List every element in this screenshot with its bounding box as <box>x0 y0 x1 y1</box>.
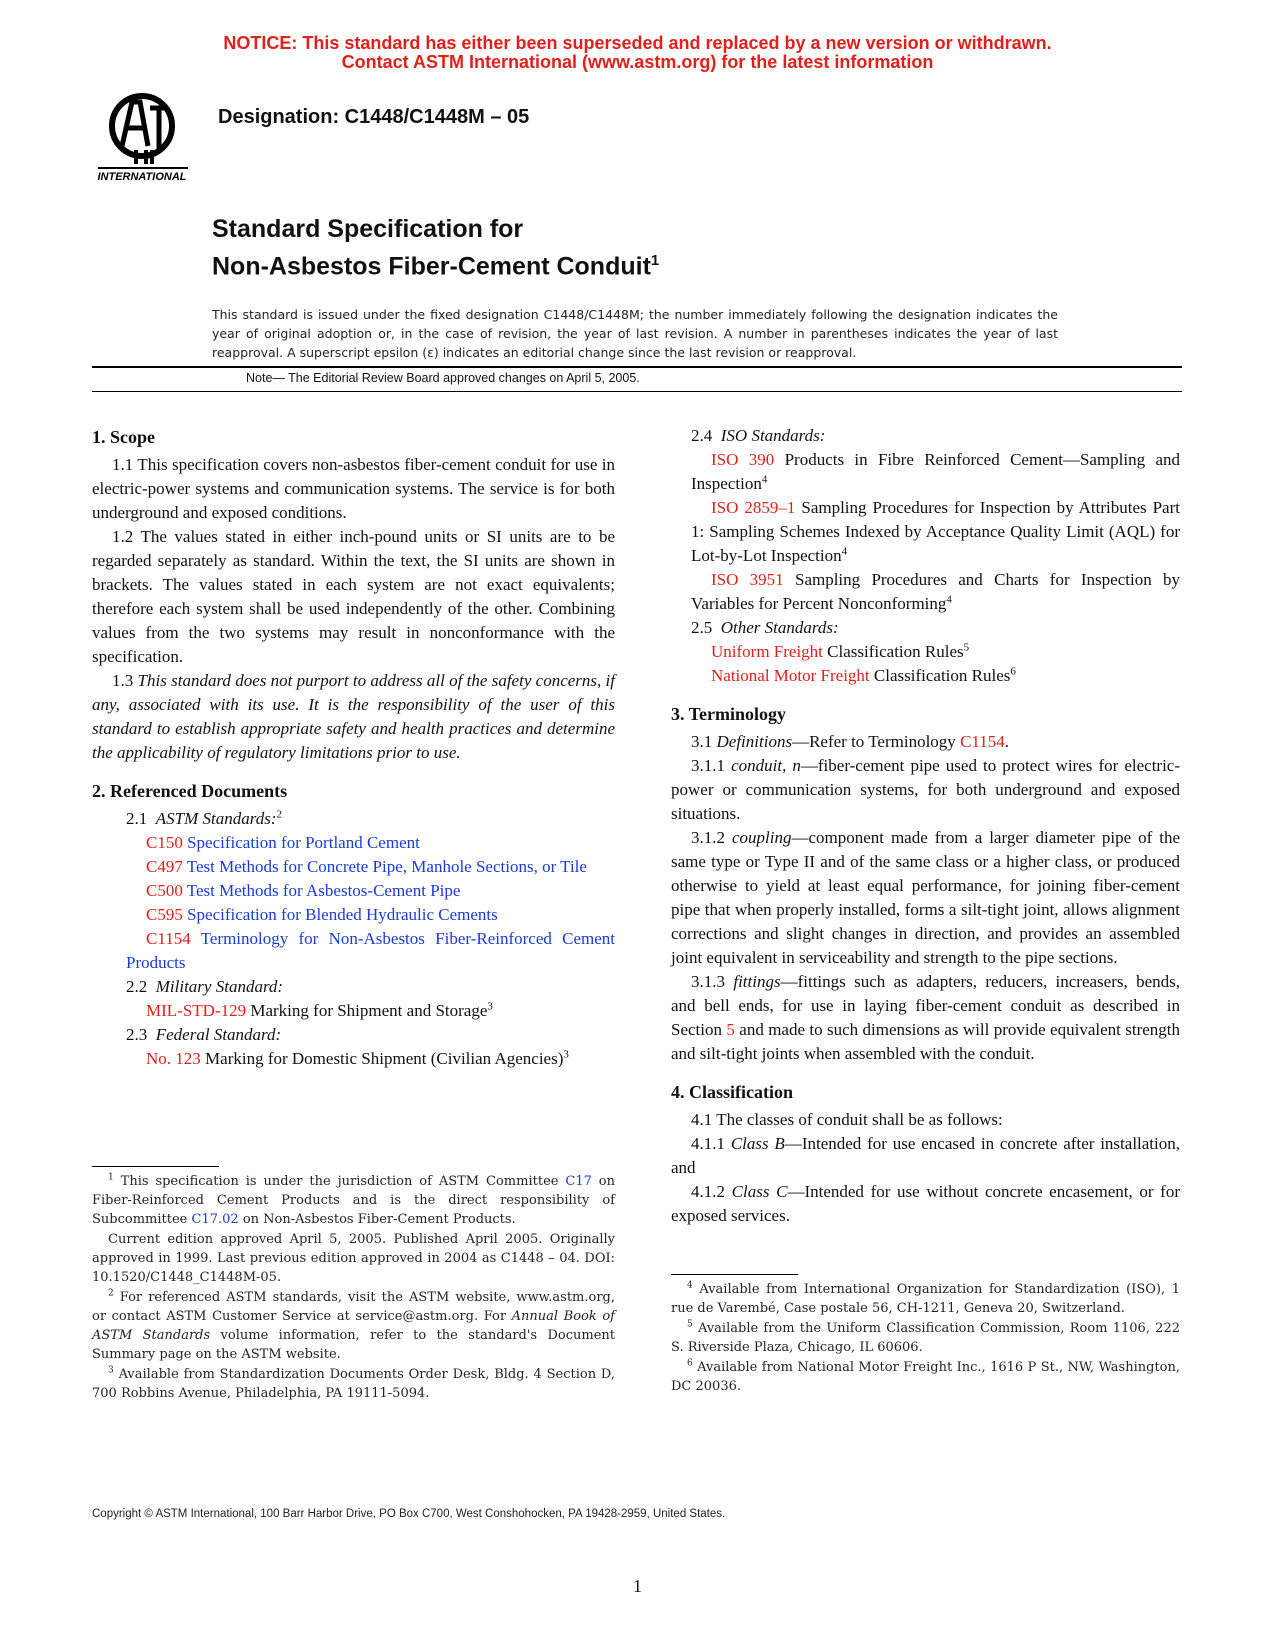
title-line-2: Non-Asbestos Fiber-Cement Conduit$^1$ <box>212 252 660 281</box>
footnote-1-edition: Current edition approved April 5, 2005. Published April 2005. Originally approved in 1999. Last previous edition approved in 2004 as C1448 – 04. DOI: 10.1520/C1448_C1448M-05. <box>92 1232 615 1285</box>
ref-footnote-ref[interactable]: 4 <box>946 593 952 606</box>
ref-item <box>671 640 1180 664</box>
logo-label: INTERNATIONAL <box>97 171 187 183</box>
right-column <box>671 424 1180 1228</box>
footnote-1: $^1$ This specification is under the jurisdiction of ASTM Committee C17 on Fiber-Reinforced Cement Products and is the direct responsibility of Subcommittee C17.02 on Non-Asbestos Fiber-Cement Products. <box>92 1172 615 1227</box>
withdrawal-notice <box>0 34 1275 72</box>
astm-logo <box>92 88 196 184</box>
scope-1-1: 1.1 This specification covers non-asbestos fiber-cement conduit for use in electric-power systems and communication systems. The service is for both underground and exposed conditions. <box>92 455 615 522</box>
footnotes-left <box>92 1172 615 1404</box>
other-standards-list <box>671 640 1180 688</box>
ref-item <box>92 879 615 903</box>
document-title <box>212 214 659 282</box>
ref-footnote-ref[interactable]: 4 <box>841 545 848 558</box>
term-3-1-2: 3.1.2 coupling—component made from a larger diameter pipe of the same type or Type II and of the same class or a higher class, or produced otherwise to yield at least equal performance, for joining fiber-cement pipe that when properly installed, forms a silt-tight joint, allows alignment corrections and slight changes in direction, and provides an assembled joint equivalent in serviceability and strength to the pipe sections. <box>671 828 1181 967</box>
header-rule-bottom <box>92 391 1182 392</box>
section-heading-referenced-documents: 2. Referenced Documents <box>92 781 288 801</box>
copyright-line: Copyright © ASTM International, 100 Barr Harbor Drive, PO Box C700, West Conshohocken, PA 19428-2959, United States. <box>92 1508 726 1520</box>
ref-item-fed: No. 123 Marking for Domestic Shipment (Civilian Agencies)$^3$ <box>146 1048 569 1068</box>
ref-2-3: 2.3 Federal Standard: <box>126 1025 282 1044</box>
ref-footnote-ref[interactable]: 6 <box>1010 665 1016 678</box>
ref-item-mil: MIL-STD-129 Marking for Shipment and Storage$^3$ <box>146 1000 493 1020</box>
left-column <box>92 425 615 1071</box>
ref-link-mil[interactable]: MIL-STD-129 <box>146 1001 247 1020</box>
issue-statement: This standard is issued under the fixed designation C1448/C1448M; the number immediately following the designation indicates the year of original adoption or, in the case of revision, the year of last revision. A number in parentheses indicates the year of last reapproval. A superscript epsilon (ε) indicates an editorial change since the last revision or reapproval. <box>212 307 1058 360</box>
ref-item <box>92 831 615 855</box>
footnote-3: $^3$ Available from Standardization Documents Order Desk, Bldg. 4 Section D, 700 Robbins Avenue, Philadelphia, PA 19111-5094. <box>92 1365 615 1401</box>
section-heading-classification: 4. Classification <box>671 1082 794 1102</box>
iso-standards-list <box>671 448 1180 616</box>
ref-link[interactable]: C1154 <box>146 929 191 948</box>
header-rule-top <box>92 366 1182 368</box>
ref-title: Classification Rules <box>827 642 964 661</box>
ref-title: Terminology for Non-Asbestos Fiber-Reinforced Cement Products <box>126 929 615 972</box>
ref-title: Sampling Procedures for Inspection by Attributes Part 1: Sampling Schemes Indexed by Acceptance Quality Limit (AQL) for Lot-by-Lot Inspection <box>691 498 1180 565</box>
ref-link[interactable]: Uniform Freight <box>711 642 823 661</box>
class-4-1: 4.1 The classes of conduit shall be as follows: <box>691 1110 1003 1129</box>
ref-2-5: 2.5 Other Standards: <box>691 618 839 637</box>
title-footnote-ref[interactable]: 1 <box>650 252 660 269</box>
scope-1-3: 1.3 This standard does not purport to address all of the safety concerns, if any, associated with its use. It is the responsibility of the user of this standard to establish appropriate safety and health practices and determine the applicability of regulatory limitations prior to use. <box>92 671 615 762</box>
ref-item <box>671 568 1180 616</box>
notice-line-1: NOTICE: This standard has either been superseded and replaced by a new version or withdrawn. <box>223 33 1052 53</box>
footnote-link-c1702[interactable]: C17.02 <box>191 1212 239 1227</box>
footnote-rule-right <box>671 1274 798 1275</box>
section-heading-scope: 1. Scope <box>92 427 155 447</box>
section-heading-terminology: 3. Terminology <box>671 704 787 724</box>
ref-2-4: 2.4 ISO Standards: <box>691 426 826 445</box>
ref-title: Sampling Procedures and Charts for Inspection by Variables for Percent Nonconforming <box>691 570 1180 613</box>
ref-item <box>92 855 615 879</box>
scope-1-2: 1.2 The values stated in either inch-pound units or SI units are to be regarded separately as standard. Within the text, the SI units are shown in brackets. The values stated in each system are not exact equivalents; therefore each system shall be used independently of the other. Combining values from the two systems may result in nonconformance with the specification. <box>92 527 615 666</box>
term-3-1-3: 3.1.3 fittings—fittings such as adapters, reducers, increasers, bends, and bell ends, for use in laying fiber-cement conduit as described in Section 5 and made to such dimensions as will provide equivalent strength and silt-tight joints when assembled with the conduit. <box>671 972 1181 1063</box>
footnote-4: $^4$ Available from International Organization for Standardization (ISO), 1 rue de Varembé, Case postale 56, CH-1211, Geneva 20, Switzerland. <box>671 1280 1180 1316</box>
footnotes-right <box>671 1280 1180 1397</box>
astm-logo-icon <box>92 88 196 184</box>
class-4-1-1: 4.1.1 Class B—Intended for use encased in concrete after installation, and <box>671 1134 1181 1177</box>
footnote-rule-left <box>92 1166 219 1167</box>
footnote-link-c17[interactable]: C17 <box>565 1174 592 1189</box>
footnote-2: $^2$ For referenced ASTM standards, visit the ASTM website, www.astm.org, or contact ASTM Customer Service at service@astm.org. For Annual Book of ASTM Standards volume information, refer to the standard's Document Summary page on the ASTM website. <box>92 1288 615 1362</box>
footnote-5: $^5$ Available from the Uniform Classification Commission, Room 1106, 222 S. Riverside Plaza, Chicago, IL 60606. <box>671 1319 1180 1355</box>
ref-link[interactable]: C500 <box>146 881 183 900</box>
ref-item <box>671 448 1180 496</box>
ref-link[interactable]: C595 <box>146 905 183 924</box>
astm-standards-list <box>92 831 615 975</box>
ref-title: Test Methods for Asbestos-Cement Pipe <box>186 881 461 900</box>
ref-link[interactable]: ISO 390 <box>711 450 775 469</box>
term-3-1-1: 3.1.1 conduit, n—fiber-cement pipe used to protect wires for electric-power or communication systems, for both underground and exposed situations. <box>671 756 1181 823</box>
ref-title: Classification Rules <box>873 666 1011 685</box>
ref-item <box>671 664 1180 688</box>
ref-title: Test Methods for Concrete Pipe, Manhole Sections, or Tile <box>186 857 587 876</box>
ref-link[interactable]: ISO 3951 <box>711 570 784 589</box>
ref-title: Specification for Blended Hydraulic Cements <box>187 905 498 924</box>
ref-2-1: 2.1 ASTM Standards:$^2$ <box>126 808 282 828</box>
ref-footnote-ref[interactable]: 5 <box>963 641 970 654</box>
ref-link-fed[interactable]: No. 123 <box>146 1049 201 1068</box>
ref-link[interactable]: National Motor Freight <box>711 666 870 685</box>
term-3-1: 3.1 Definitions—Refer to Terminology C1154. <box>691 732 1010 751</box>
ref-item <box>92 927 615 975</box>
page-number: 1 <box>633 1576 642 1596</box>
designation: Designation: C1448/C1448M – 05 <box>218 106 530 128</box>
class-4-1-2: 4.1.2 Class C—Intended for use without concrete encasement, or for exposed services. <box>671 1182 1181 1225</box>
ref-item <box>671 496 1180 568</box>
ref-link[interactable]: C497 <box>146 857 183 876</box>
ref-item <box>92 903 615 927</box>
ref-title: Products in Fibre Reinforced Cement—Sampling and Inspection <box>691 450 1180 493</box>
ref-link[interactable]: ISO 2859–1 <box>711 498 796 517</box>
ref-footnote-ref[interactable]: 4 <box>761 473 768 486</box>
term-link-section-5[interactable]: 5 <box>726 1020 735 1039</box>
notice-line-2: Contact ASTM International (www.astm.org) for the latest information <box>341 52 934 72</box>
ref-2-2: 2.2 Military Standard: <box>126 977 284 996</box>
title-line-1: Standard Specification for <box>212 215 524 243</box>
footnote-6: $^6$ Available from National Motor Freight Inc., 1616 P St., NW, Washington, DC 20036. <box>671 1358 1180 1394</box>
ref-title: Specification for Portland Cement <box>187 833 420 852</box>
term-link-c1154[interactable]: C1154 <box>960 732 1005 751</box>
ref-link[interactable]: C150 <box>146 833 183 852</box>
editorial-note: Note— The Editorial Review Board approved changes on April 5, 2005. <box>246 371 640 385</box>
